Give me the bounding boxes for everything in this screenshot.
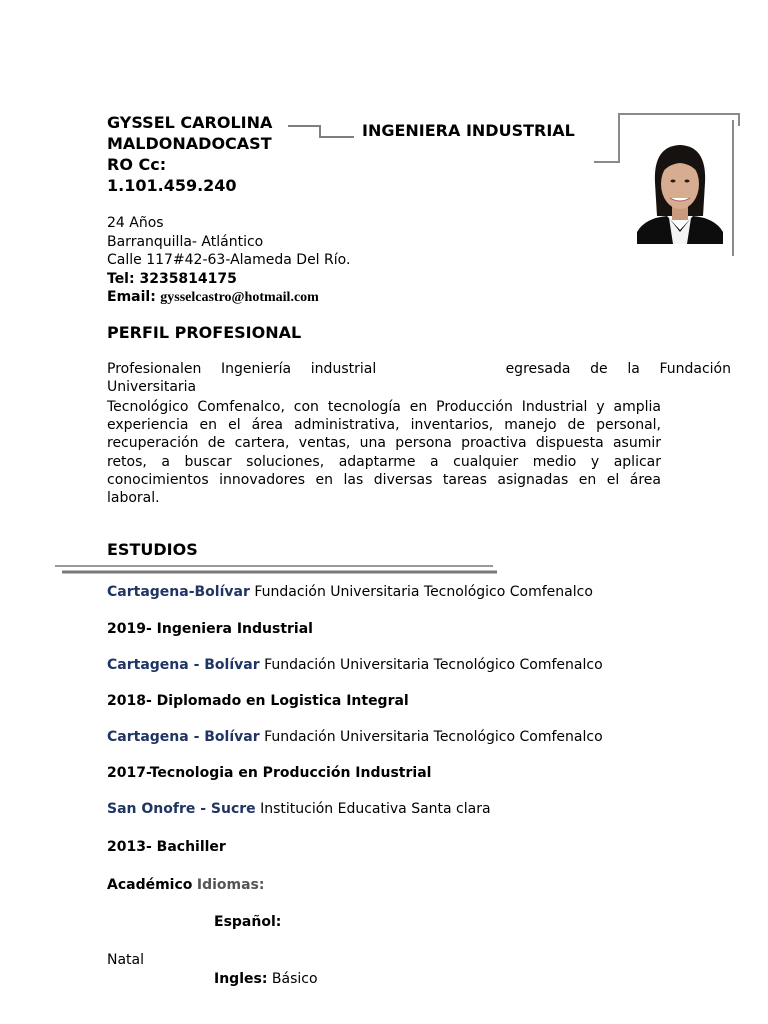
study-institution: Institución Educativa Santa clara bbox=[255, 801, 491, 817]
study-institution: Fundación Universitaria Tecnológico Comfenalco bbox=[249, 584, 593, 600]
profile-word: Ingeniería bbox=[221, 361, 292, 377]
profile-second-line: Universitaria bbox=[107, 379, 197, 395]
profile-word: Fundación bbox=[659, 361, 731, 377]
study-degree: 2013- Bachiller bbox=[107, 839, 226, 855]
phone-line bbox=[107, 270, 350, 289]
phone-value: 3235814175 bbox=[139, 270, 237, 287]
academic-label: Académico bbox=[107, 877, 193, 893]
address: Calle 117#42-63-Alameda Del Río. bbox=[107, 252, 351, 268]
profile-photo bbox=[637, 128, 723, 244]
english-label: Ingles: bbox=[214, 971, 268, 987]
study-location-row bbox=[107, 801, 491, 817]
profile-word: Profesionalen bbox=[107, 361, 202, 377]
study-degree: 2018- Diplomado en Logistica Integral bbox=[107, 693, 409, 709]
languages-heading bbox=[107, 877, 264, 893]
study-institution: Fundación Universitaria Tecnológico Comfenalco bbox=[259, 729, 603, 745]
study-location-row bbox=[107, 584, 593, 600]
name-line-1: GYSSEL CAROLINA bbox=[107, 113, 273, 132]
profile-body: Tecnológico Comfenalco, con tecnología en Producción Industrial y amplia experiencia en el área administrativa, inventarios, manejo de personal, recuperación de cartera, ventas, una persona proactiva dispuesta asumir retos, a buscar soluciones, adaptarme a cualquier medio y aplicar conocimientos innovadores en las diversas tareas asignadas en el área laboral. bbox=[107, 399, 661, 507]
english-level: Básico bbox=[267, 971, 318, 987]
study-institution: Fundación Universitaria Tecnológico Comfenalco bbox=[259, 657, 603, 673]
study-place: Cartagena - Bolívar bbox=[107, 729, 260, 745]
name-line-2: MALDONADOCAST bbox=[107, 134, 272, 153]
study-degree: 2017-Tecnologia en Producción Industrial bbox=[107, 765, 432, 781]
profile-gap bbox=[396, 361, 486, 377]
profile-heading: PERFIL PROFESIONAL bbox=[107, 323, 302, 342]
profile-word: de bbox=[590, 361, 608, 377]
job-title: INGENIERA INDUSTRIAL bbox=[362, 121, 575, 140]
study-place: Cartagena - Bolívar bbox=[107, 657, 260, 673]
candidate-name bbox=[107, 112, 307, 196]
city: Barranquilla- Atlántico bbox=[107, 233, 264, 250]
study-place: Cartagena-Bolívar bbox=[107, 584, 250, 600]
email-line bbox=[107, 288, 350, 308]
english-line bbox=[214, 971, 318, 987]
email-label: Email: bbox=[107, 289, 156, 305]
study-location-row bbox=[107, 657, 603, 673]
study-place: San Onofre - Sucre bbox=[107, 801, 256, 817]
spanish-label: Español: bbox=[214, 914, 282, 930]
profile-word: egresada bbox=[505, 361, 571, 377]
studies-heading: ESTUDIOS bbox=[107, 540, 198, 559]
spanish-level: Natal bbox=[107, 952, 145, 968]
name-line-3: RO Cc: bbox=[107, 155, 167, 174]
person-photo-icon bbox=[637, 128, 723, 244]
phone-label: Tel: bbox=[107, 270, 135, 287]
id-number: 1.101.459.240 bbox=[107, 176, 237, 195]
age: 24 Años bbox=[107, 215, 164, 231]
profile-word: industrial bbox=[310, 361, 377, 377]
email-value[interactable]: gysselcastro@hotmail.com bbox=[160, 290, 319, 305]
study-degree: 2019- Ingeniera Industrial bbox=[107, 621, 313, 637]
contact-block bbox=[107, 214, 350, 308]
study-location-row bbox=[107, 729, 603, 745]
languages-title: Idiomas: bbox=[196, 877, 265, 893]
profile-word: la bbox=[627, 361, 640, 377]
profile-first-line bbox=[107, 361, 731, 377]
